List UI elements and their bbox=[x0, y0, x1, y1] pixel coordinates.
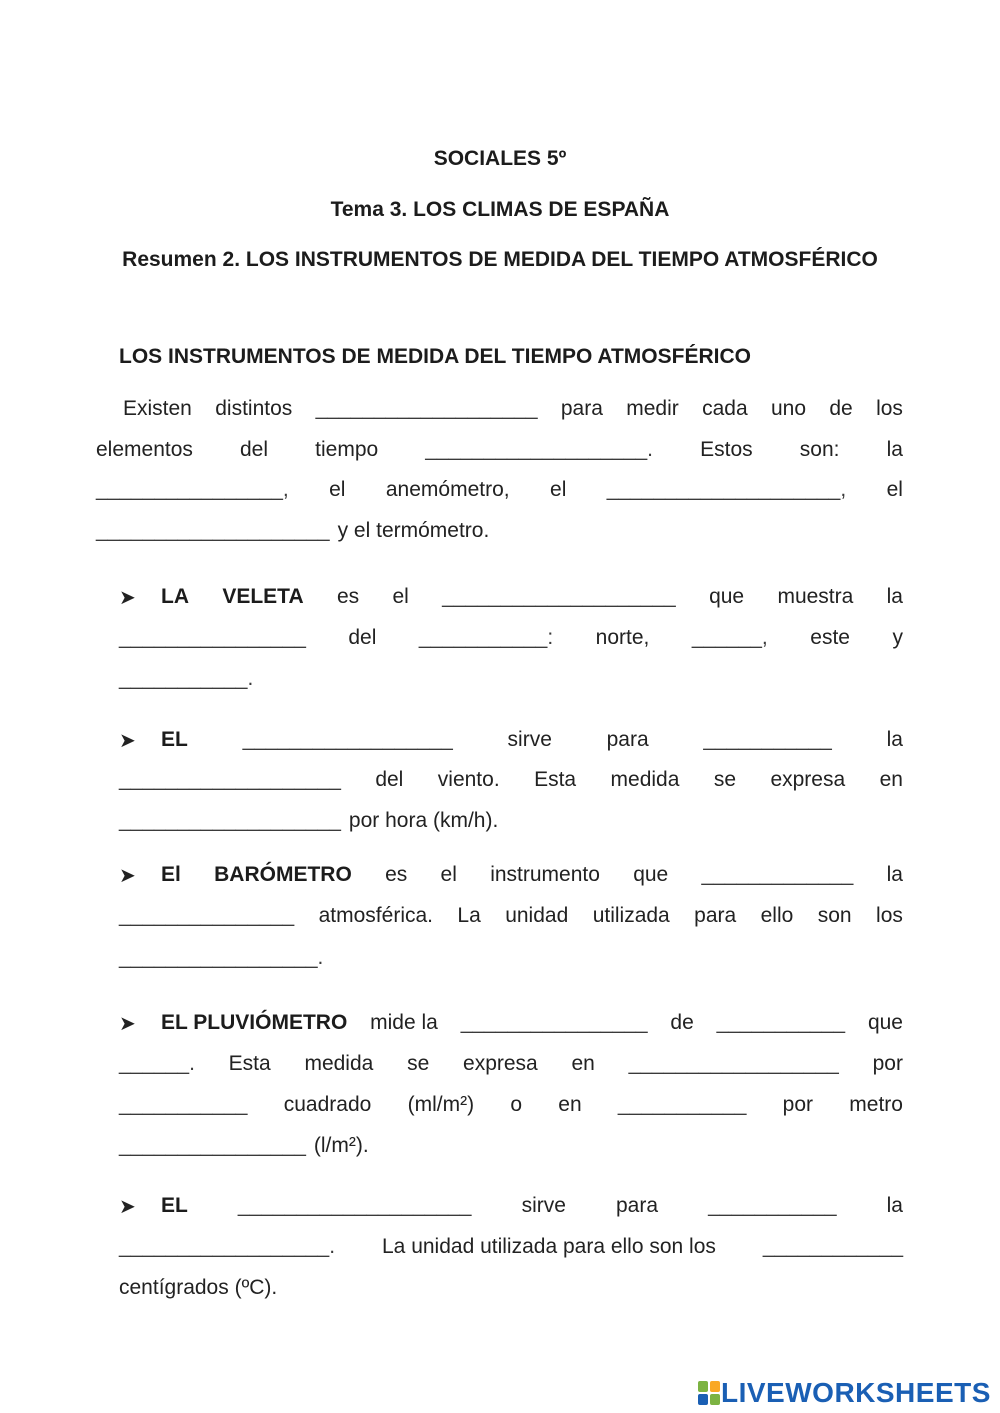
word: este bbox=[810, 626, 850, 649]
barometro-line-2 bbox=[119, 903, 903, 929]
word: BARÓMETRO bbox=[214, 863, 352, 886]
word: para bbox=[694, 904, 737, 927]
termometro-line-1 bbox=[161, 1193, 903, 1219]
blank-field[interactable]: ___________________ bbox=[315, 397, 538, 420]
arrow-bullet-icon: ➤ bbox=[119, 1013, 136, 1035]
blank-field[interactable]: ___________: bbox=[418, 626, 554, 649]
blank-field[interactable]: __________________ bbox=[628, 1052, 839, 1075]
pluviometro-line-3 bbox=[119, 1092, 903, 1118]
word: EL bbox=[161, 1194, 188, 1217]
word: y el termómetro. bbox=[337, 519, 490, 542]
word: la bbox=[886, 1194, 903, 1217]
blank-field[interactable]: __________________ bbox=[242, 728, 453, 751]
word: de bbox=[670, 1011, 694, 1034]
arrow-bullet-icon: ➤ bbox=[119, 587, 136, 609]
veleta-line-2 bbox=[119, 625, 903, 651]
word: el bbox=[550, 478, 567, 501]
word: mide la bbox=[370, 1011, 438, 1034]
blank-field[interactable]: ______. bbox=[119, 1052, 195, 1075]
blank-field[interactable]: ____________ bbox=[762, 1235, 903, 1258]
word: metro bbox=[849, 1093, 903, 1116]
word: unidad bbox=[505, 904, 569, 927]
word: centígrados (ºC). bbox=[119, 1276, 278, 1299]
intro-line-2 bbox=[96, 437, 903, 463]
word: el bbox=[329, 478, 346, 501]
word: EL PLUVIÓMETRO bbox=[161, 1011, 348, 1034]
section-heading: LOS INSTRUMENTOS DE MEDIDA DEL TIEMPO ATMOSFÉRICO bbox=[119, 345, 751, 368]
barometro-line-3 bbox=[119, 945, 903, 971]
word: cuadrado bbox=[283, 1093, 372, 1116]
word: Esta bbox=[534, 768, 577, 791]
word: expresa bbox=[770, 768, 846, 791]
word: se bbox=[713, 768, 737, 791]
word: EL bbox=[161, 728, 188, 751]
word: La bbox=[457, 904, 481, 927]
word: norte, bbox=[595, 626, 650, 649]
word: (l/m²). bbox=[313, 1134, 369, 1157]
arrow-bullet-icon: ➤ bbox=[119, 865, 136, 887]
word: el bbox=[886, 478, 903, 501]
intro-line-4 bbox=[96, 518, 903, 544]
anemometro-line-1 bbox=[161, 727, 903, 753]
blank-field[interactable]: ________________ bbox=[460, 1011, 648, 1034]
word: tiempo bbox=[315, 438, 379, 461]
arrow-bullet-icon: ➤ bbox=[119, 1196, 136, 1218]
word: sirve bbox=[521, 1194, 566, 1217]
veleta-line-1 bbox=[161, 584, 903, 610]
word: que bbox=[867, 1011, 903, 1034]
blank-field[interactable]: ___________ bbox=[119, 1093, 248, 1116]
word: utilizada bbox=[592, 904, 670, 927]
intro-line-3 bbox=[96, 477, 903, 503]
blank-field[interactable]: _______________ bbox=[119, 904, 295, 927]
word: cada bbox=[702, 397, 748, 420]
summary-title: Resumen 2. LOS INSTRUMENTOS DE MEDIDA DEL TIEMPO ATMOSFÉRICO bbox=[122, 248, 878, 271]
blank-field[interactable]: ___________________ bbox=[119, 809, 341, 832]
word: La unidad utilizada para ello son los bbox=[382, 1235, 716, 1258]
barometro-line-1 bbox=[161, 862, 903, 888]
word: para bbox=[560, 397, 603, 420]
anemometro-line-2 bbox=[119, 767, 903, 793]
blank-field[interactable]: ________________ bbox=[119, 1134, 306, 1157]
word: los bbox=[876, 904, 903, 927]
blank-field[interactable]: ___________ bbox=[703, 728, 832, 751]
word: LA bbox=[161, 585, 189, 608]
blank-field[interactable]: ____________________ bbox=[96, 519, 330, 542]
word: sirve bbox=[507, 728, 552, 751]
intro-line-1 bbox=[123, 396, 903, 422]
word: del bbox=[348, 626, 377, 649]
termometro-line-2 bbox=[119, 1234, 903, 1260]
word: el bbox=[392, 585, 409, 608]
word: por bbox=[872, 1052, 903, 1075]
word: instrumento bbox=[490, 863, 600, 886]
pluviometro-line-4 bbox=[119, 1133, 903, 1159]
blank-field[interactable]: _____________ bbox=[701, 863, 854, 886]
word: el bbox=[440, 863, 457, 886]
word: Estos bbox=[700, 438, 753, 461]
word: medida bbox=[304, 1052, 374, 1075]
blank-field[interactable]: ____________________, bbox=[606, 478, 847, 501]
word: la bbox=[886, 438, 903, 461]
word: ello bbox=[760, 904, 794, 927]
blank-field[interactable]: ____________________ bbox=[237, 1194, 472, 1217]
word: que bbox=[633, 863, 669, 886]
word: es bbox=[385, 863, 408, 886]
word: en bbox=[558, 1093, 582, 1116]
word: anemómetro, bbox=[385, 478, 510, 501]
word: la bbox=[886, 585, 903, 608]
word: para bbox=[615, 1194, 658, 1217]
word: muestra bbox=[777, 585, 854, 608]
pluviometro-line-2 bbox=[119, 1051, 903, 1077]
blank-field[interactable]: ___________ bbox=[716, 1011, 846, 1034]
veleta-line-3 bbox=[119, 666, 903, 692]
blank-field[interactable]: _________________. bbox=[119, 946, 324, 969]
blank-field[interactable]: ___________. bbox=[119, 667, 254, 690]
blank-field[interactable]: ______, bbox=[691, 626, 768, 649]
blank-field[interactable]: ____________________ bbox=[442, 585, 676, 608]
word: VELETA bbox=[222, 585, 304, 608]
word: Existen bbox=[123, 397, 192, 420]
word: atmosférica. bbox=[318, 904, 433, 927]
word: viento. bbox=[437, 768, 500, 791]
liveworksheets-logo-icon bbox=[697, 1380, 721, 1406]
pluviometro-line-1 bbox=[161, 1010, 903, 1036]
word: uno bbox=[770, 397, 807, 420]
word: El bbox=[161, 863, 181, 886]
liveworksheets-logo bbox=[697, 1378, 991, 1408]
word: los bbox=[876, 397, 903, 420]
word: distintos bbox=[215, 397, 293, 420]
anemometro-line-3 bbox=[119, 808, 903, 834]
word: la bbox=[886, 863, 903, 886]
word: expresa bbox=[463, 1052, 538, 1075]
blank-field[interactable]: ___________ bbox=[708, 1194, 837, 1217]
word: es bbox=[336, 585, 360, 608]
word: por bbox=[782, 1093, 814, 1116]
logo-text: LIVEWORKSHEETS bbox=[721, 1377, 991, 1408]
blank-field[interactable]: ___________________. bbox=[425, 438, 654, 461]
arrow-bullet-icon: ➤ bbox=[119, 730, 136, 752]
word: en bbox=[879, 768, 903, 791]
word: son bbox=[817, 904, 852, 927]
word: medida bbox=[610, 768, 680, 791]
word: para bbox=[606, 728, 649, 751]
topic-title: Tema 3. LOS CLIMAS DE ESPAÑA bbox=[330, 198, 670, 221]
word: que bbox=[709, 585, 745, 608]
blank-field[interactable]: ________________ bbox=[119, 626, 306, 649]
word: del bbox=[240, 438, 269, 461]
word: Esta bbox=[228, 1052, 271, 1075]
blank-field[interactable]: ________________, bbox=[96, 478, 289, 501]
word: o bbox=[510, 1093, 523, 1116]
word: por hora (km/h). bbox=[348, 809, 499, 832]
termometro-line-3 bbox=[119, 1275, 903, 1301]
word: medir bbox=[626, 397, 679, 420]
word: (ml/m²) bbox=[407, 1093, 475, 1116]
word: del bbox=[375, 768, 404, 791]
blank-field[interactable]: ___________ bbox=[617, 1093, 747, 1116]
word: la bbox=[886, 728, 903, 751]
word: y bbox=[892, 626, 903, 649]
blank-field[interactable]: ___________________ bbox=[119, 768, 341, 791]
word: elementos bbox=[96, 438, 193, 461]
word: en bbox=[571, 1052, 595, 1075]
subject-title: SOCIALES 5º bbox=[433, 147, 567, 170]
blank-field[interactable]: __________________. bbox=[119, 1235, 336, 1258]
word: de bbox=[829, 397, 853, 420]
word: son: bbox=[799, 438, 840, 461]
word: se bbox=[407, 1052, 430, 1075]
